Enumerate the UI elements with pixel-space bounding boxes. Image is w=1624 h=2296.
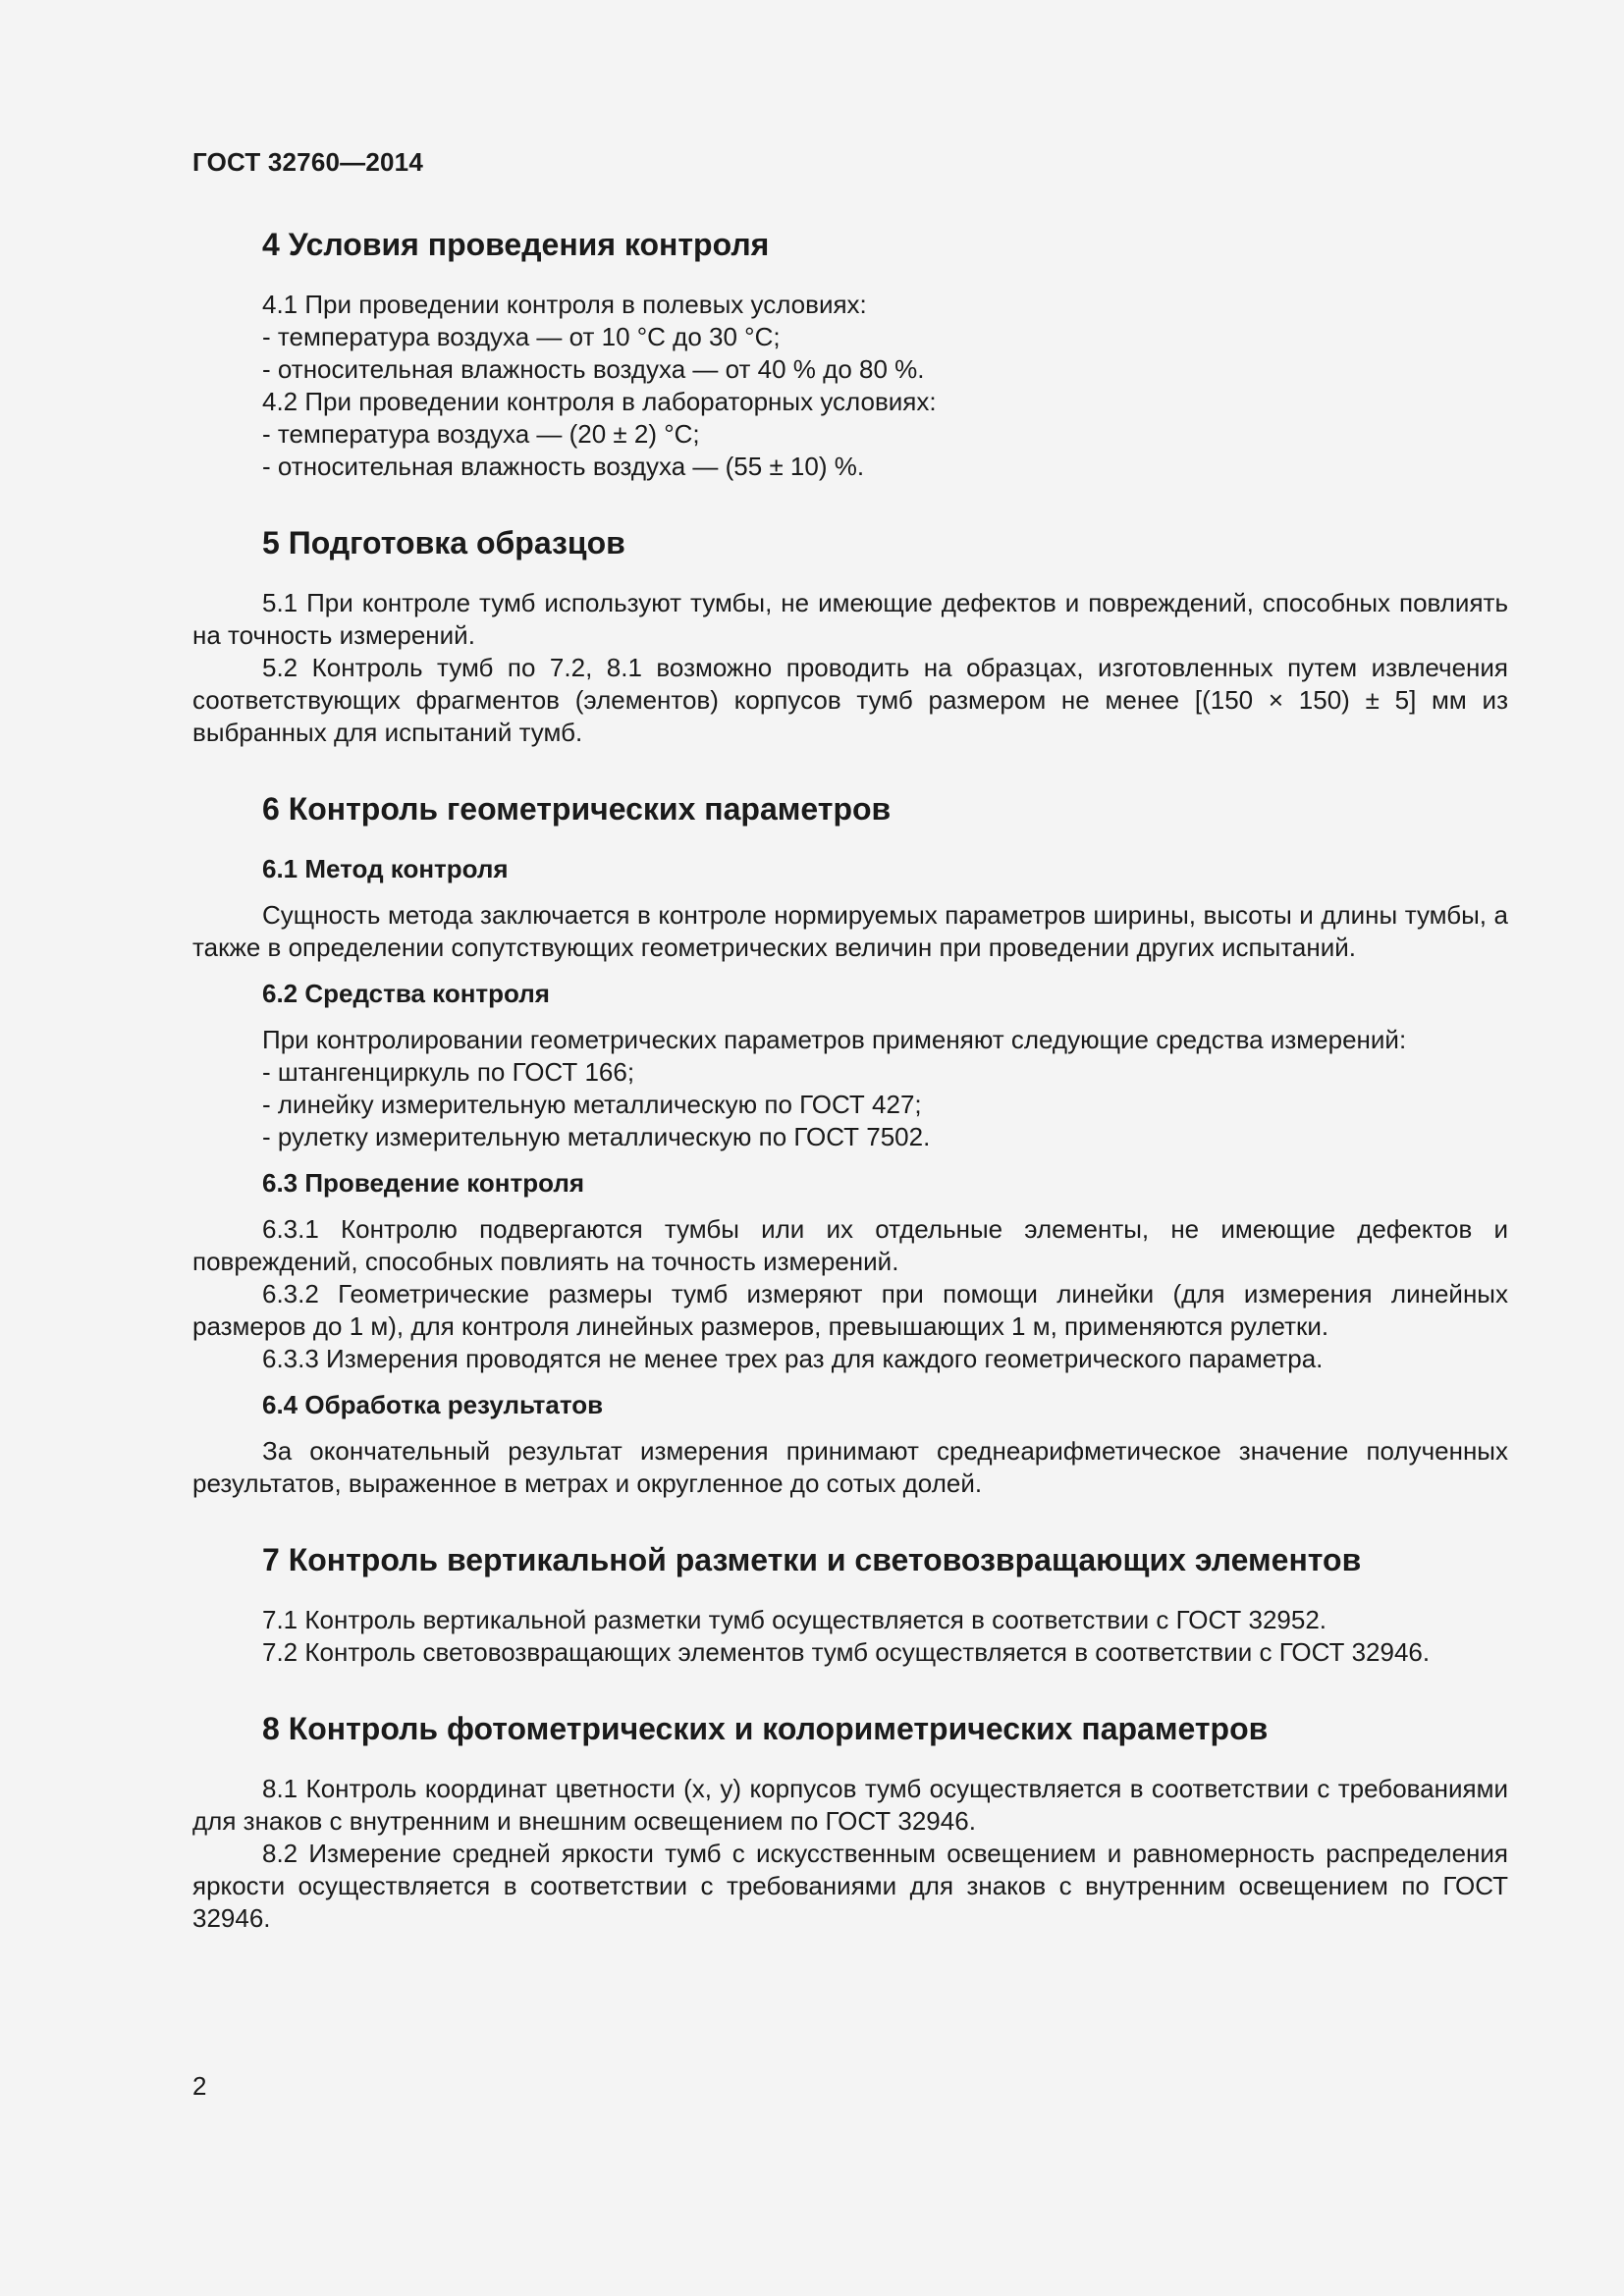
clause-6-2-text: При контролировании геометрических параметров применяют следующие средства измерений: (262, 1025, 1407, 1054)
clause-5-1: 5.1 При контроле тумб используют тумбы, не имеющие дефектов и повреждений, способных повлиять на точность измерений. (192, 588, 1508, 650)
standard-code-header: ГОСТ 32760—2014 (192, 147, 423, 177)
clause-6-3-1: 6.3.1 Контролю подвергаются тумбы или их отдельные элементы, не имеющие дефектов и повреждений, способных повлиять на точность измерений. (192, 1214, 1508, 1276)
subsection-6-1 (192, 853, 1508, 964)
subsection-6-1-title: 6.1 Метод контроля (262, 854, 509, 883)
clause-4-1-list (192, 321, 1508, 386)
list-item: - относительная влажность воздуха — (55 ± 10) %. (262, 451, 1508, 483)
section-8-title: 8 Контроль фотометрических и колориметрических параметров (262, 1711, 1269, 1746)
section-7-title: 7 Контроль вертикальной разметки и световозвращающих элементов (262, 1542, 1362, 1577)
subsection-6-2 (192, 978, 1508, 1153)
section-8 (192, 1710, 1508, 1935)
page-number: 2 (192, 2071, 207, 2101)
clause-6-3-2: 6.3.2 Геометрические размеры тумб измеряют при помощи линейки (для измерения линейных размеров до 1 м), для контроля линейных размеров, превышающих 1 м, применяются рулетки. (192, 1279, 1508, 1341)
section-6-title: 6 Контроль геометрических параметров (262, 791, 892, 827)
subsection-6-4-title: 6.4 Обработка результатов (262, 1390, 604, 1419)
clause-4-2: 4.2 При проведении контроля в лабораторных условиях: (262, 387, 937, 416)
clause-5-2: 5.2 Контроль тумб по 7.2, 8.1 возможно проводить на образцах, изготовленных путем извлечения соответствующих фрагментов (элементов) корпусов тумб размером не менее [(150 × 150) ± 5] мм из выбранных для испытаний тумб. (192, 653, 1508, 747)
subsection-6-2-title: 6.2 Средства контроля (262, 979, 550, 1008)
section-5 (192, 524, 1508, 749)
clause-4-2-list (192, 418, 1508, 483)
clause-6-4-text: За окончательный результат измерения принимают среднеарифметическое значение полученных результатов, выраженное в метрах и округленное до сотых долей. (192, 1436, 1508, 1498)
clause-7-1: 7.1 Контроль вертикальной разметки тумб осуществляется в соответствии с ГОСТ 32952. (262, 1605, 1327, 1634)
list-item: - штангенциркуль по ГОСТ 166; (262, 1056, 1508, 1089)
section-7 (192, 1541, 1508, 1669)
subsection-6-3-title: 6.3 Проведение контроля (262, 1168, 585, 1198)
subsection-6-4 (192, 1389, 1508, 1500)
section-5-title: 5 Подготовка образцов (262, 525, 625, 561)
clause-8-2: 8.2 Измерение средней яркости тумб с искусственным освещением и равномерность распределения яркости осуществляется в соответствии с требованиями для знаков с внутренним освещением по ГОСТ 32946. (192, 1839, 1508, 1933)
document-body (192, 226, 1508, 1976)
section-6 (192, 790, 1508, 1500)
subsection-6-3 (192, 1167, 1508, 1375)
clause-6-1-text: Сущность метода заключается в контроле нормируемых параметров ширины, высоты и длины тумбы, а также в определении сопутствующих геометрических величин при проведении других испытаний. (192, 900, 1508, 962)
clause-6-3-3: 6.3.3 Измерения проводятся не менее трех раз для каждого геометрического параметра. (262, 1344, 1324, 1373)
clause-4-1: 4.1 При проведении контроля в полевых условиях: (262, 290, 867, 319)
list-item: - рулетку измерительную металлическую по ГОСТ 7502. (262, 1121, 1508, 1153)
instruments-list (192, 1056, 1508, 1153)
section-4 (192, 226, 1508, 483)
list-item: - температура воздуха — от 10 °С до 30 °С; (262, 321, 1508, 353)
list-item: - температура воздуха — (20 ± 2) °С; (262, 418, 1508, 451)
clause-7-2: 7.2 Контроль световозвращающих элементов тумб осуществляется в соответствии с ГОСТ 32946. (262, 1637, 1431, 1667)
list-item: - относительная влажность воздуха — от 40 % до 80 %. (262, 353, 1508, 386)
list-item: - линейку измерительную металлическую по ГОСТ 427; (262, 1089, 1508, 1121)
clause-8-1: 8.1 Контроль координат цветности (x, y) корпусов тумб осуществляется в соответствии с требованиями для знаков с внутренним и внешним освещением по ГОСТ 32946. (192, 1774, 1508, 1836)
section-4-title: 4 Условия проведения контроля (262, 227, 770, 262)
